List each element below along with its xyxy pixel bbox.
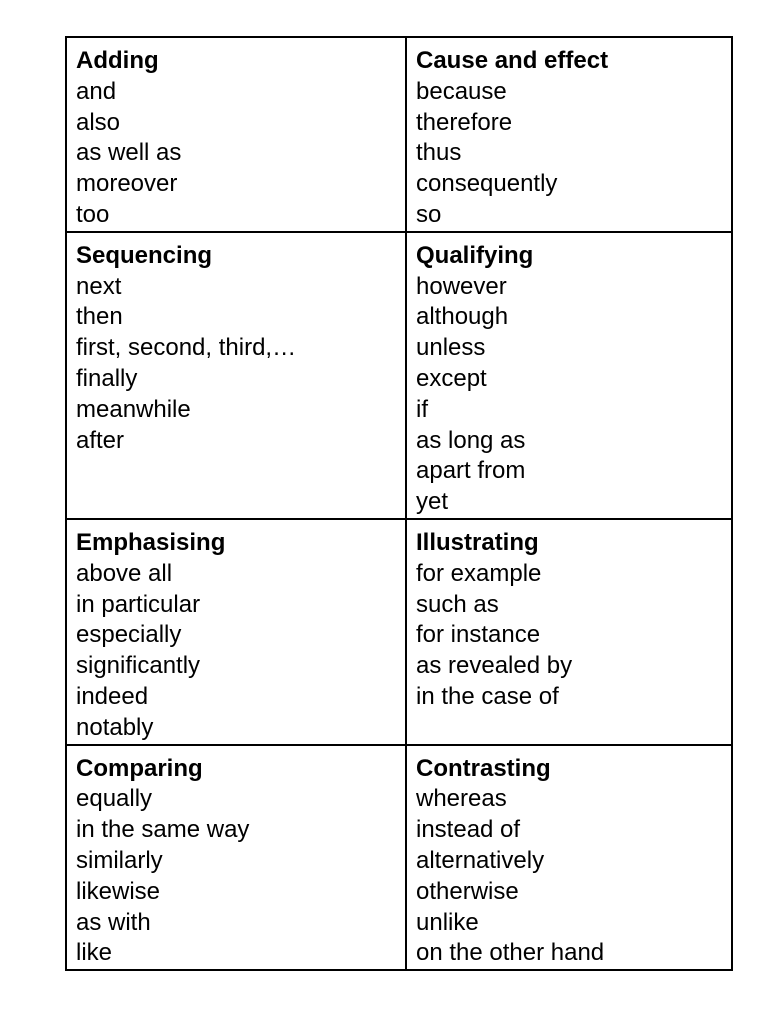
list-item: unless [416,334,486,362]
list-item: after [76,426,125,454]
list-item: indeed [76,682,149,710]
list-item: moreover [76,170,178,198]
cell-sequencing [66,232,406,519]
cell-contrasting [406,745,732,971]
category-title: Comparing [76,754,203,782]
list-item: like [76,939,113,967]
list-item: in the case of [416,682,559,710]
cell-cause-and-effect [406,37,732,232]
cell-comparing [66,745,406,971]
list-item: because [416,77,507,105]
list-item: too [76,200,110,228]
category-title: Sequencing [76,241,213,269]
list-item: however [416,272,507,300]
cell-qualifying [406,232,732,519]
word-list [76,784,405,969]
table-row [66,232,732,519]
word-list [76,77,405,231]
category-title: Adding [76,47,159,74]
list-item: such as [416,590,499,618]
table-row [66,37,732,232]
list-item: otherwise [416,877,519,905]
category-title: Cause and effect [416,47,609,74]
list-item: as with [76,908,151,936]
word-list [416,784,731,969]
cell-emphasising [66,519,406,745]
table-row [66,519,732,745]
list-item: notably [76,713,154,741]
category-title: Emphasising [76,528,226,556]
list-item: finally [76,364,138,392]
list-item: significantly [76,652,201,680]
list-item: first, second, third,… [76,334,297,362]
list-item: and [76,77,117,105]
table-row [66,745,732,971]
list-item: so [416,200,442,228]
list-item: whereas [416,785,507,813]
list-item: also [76,108,121,136]
cell-adding [66,37,406,232]
list-item: on the other hand [416,939,605,967]
list-item: equally [76,785,153,813]
category-title: Contrasting [416,754,551,782]
list-item: for instance [416,621,541,649]
list-item: instead of [416,816,521,844]
list-item: as well as [76,139,182,167]
connectives-table [65,36,733,971]
list-item: except [416,364,487,392]
list-item: similarly [76,846,163,874]
list-item: meanwhile [76,395,191,423]
word-list [416,77,731,231]
list-item: likewise [76,877,161,905]
list-item: then [76,303,123,331]
list-item: especially [76,621,182,649]
list-item: for example [416,559,542,587]
list-item: consequently [416,170,558,198]
word-list [416,272,731,518]
list-item: alternatively [416,846,545,874]
word-list [76,559,405,744]
list-item: apart from [416,457,526,485]
list-item: next [76,272,122,300]
list-item: in the same way [76,816,250,844]
category-title: Qualifying [416,241,534,269]
list-item: above all [76,559,173,587]
word-list [76,272,405,457]
list-item: unlike [416,908,479,936]
cell-illustrating [406,519,732,745]
list-item: as long as [416,426,526,454]
category-title: Illustrating [416,528,539,556]
word-list [416,559,731,713]
list-item: thus [416,139,462,167]
list-item: in particular [76,590,201,618]
list-item: therefore [416,108,513,136]
list-item: if [416,395,428,423]
list-item: although [416,303,509,331]
list-item: yet [416,488,449,516]
list-item: as revealed by [416,652,573,680]
